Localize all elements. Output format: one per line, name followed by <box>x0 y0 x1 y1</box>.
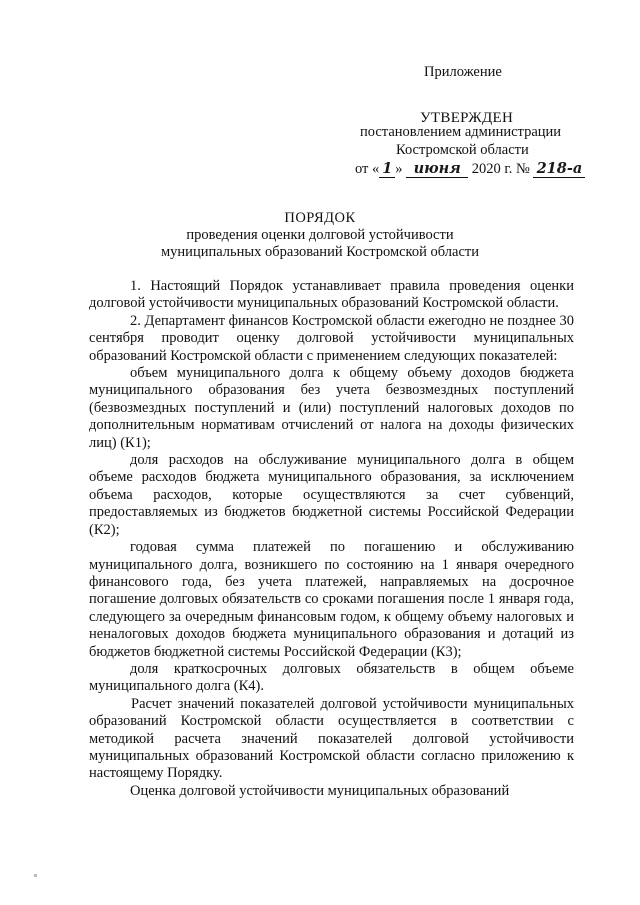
paragraph-indicator-k4: доля краткосрочных долговых обязательств в общем объеме муниципального долга (К4). <box>89 660 574 695</box>
decree-number: 218-а <box>533 160 585 178</box>
approved-by-line-1: постановлением администрации <box>360 124 562 140</box>
decree-date-line <box>355 160 585 178</box>
paragraph-calculation: Расчет значений показателей долговой устойчивости муниципальных образований Костромской области осуществляется в соответствии с методикой расчета значений показателей долговой устойчивости муниципальных образований Костромской области согласно приложению к настоящему Порядку. <box>89 695 574 782</box>
date-month: июня <box>406 160 468 178</box>
paragraph-indicator-k2: доля расходов на обслуживание муниципального долга в общем объеме расходов бюджета муниципального образования, за исключением объема расходов, которые осуществляются за счет субвенций, предоставляемых из бюджетов бюджетной системы Российской Федерации (К2); <box>89 452 574 538</box>
appendix-label: Приложение <box>424 64 502 80</box>
date-prefix: от « <box>355 161 380 177</box>
title-main: ПОРЯДОК <box>284 210 356 226</box>
document-title <box>0 210 640 261</box>
date-day: 1 <box>379 160 395 178</box>
date-mid: » <box>395 161 403 177</box>
approved-by-line-2: Костромской области <box>396 142 529 158</box>
date-year: 2020 г. № <box>471 161 530 177</box>
approved-heading: УТВЕРЖДЕН <box>420 110 514 126</box>
title-line-3: муниципальных образований Костромской области <box>161 244 479 260</box>
paragraph-indicator-k1: объем муниципального долга к общему объему доходов бюджета муниципального образования без учета безвозмездных поступлений (безвозмездных поступлений и (или) поступлений налоговых доходов по дополнительным нормативам отчислений от налога на доходы физических лиц) (К1); <box>89 365 574 451</box>
paragraph-indicator-k3: годовая сумма платежей по погашению и обслуживанию муниципального долга, возникшего по состоянию на 1 января очередного финансового года, без учета платежей, направляемых на досрочное погашение долговых обязательств со сроками погашения после 1 января года, следующего за очередным финансовым годом, к общему объему налоговых и неналоговых доходов бюджета муниципального образования и дотаций из бюджетов бюджетной системы Российской Федерации (К3); <box>89 539 574 660</box>
title-line-2: проведения оценки долговой устойчивости <box>186 227 454 243</box>
paragraph-1: 1. Настоящий Порядок устанавливает правила проведения оценки долговой устойчивости муниципальных образований Костромской области. <box>89 278 574 312</box>
scan-speck <box>34 874 37 877</box>
document-body <box>89 278 574 800</box>
paragraph-assessment: Оценка долговой устойчивости муниципальных образований <box>130 782 510 799</box>
paragraph-2: 2. Департамент финансов Костромской области ежегодно не позднее 30 сентября проводит оценку долговой устойчивости муниципальных образований Костромской области с применением следующих показателей: <box>89 312 574 364</box>
